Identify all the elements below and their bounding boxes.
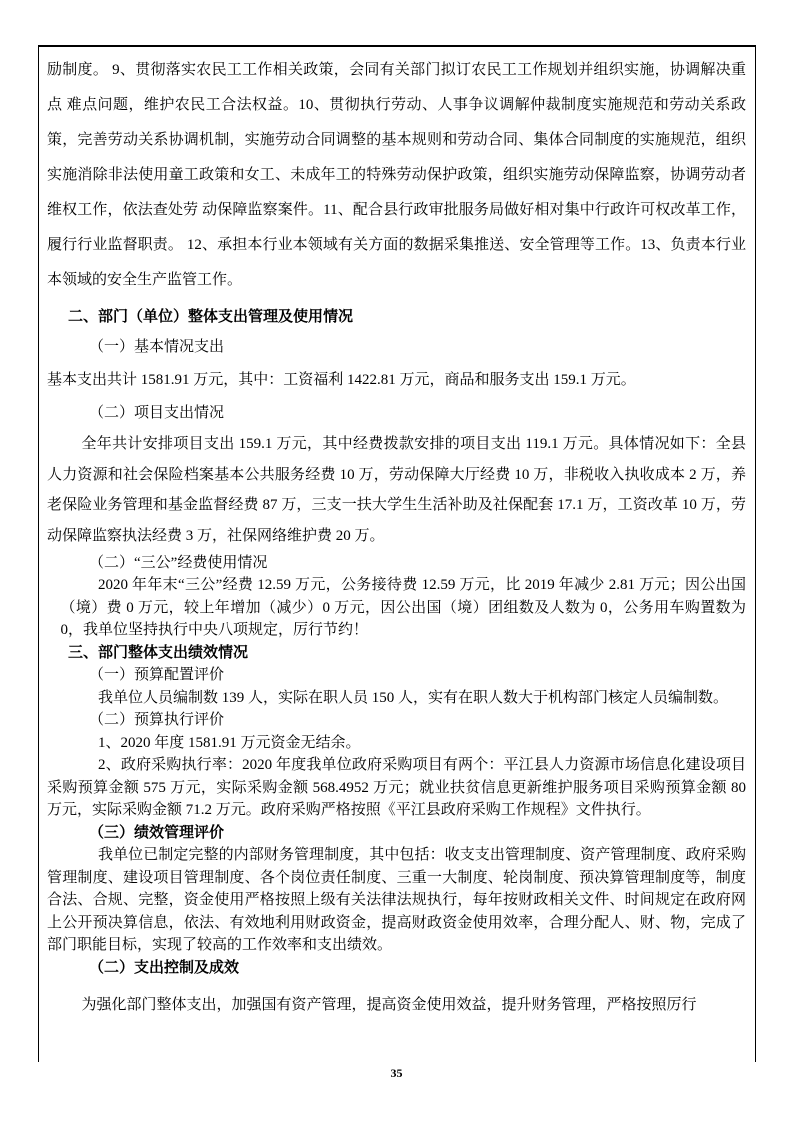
para-government-procurement: 2、政府采购执行率：2020 年度我单位政府采购项目有两个：平江县人力资源市场信息化建设项目采购预算金额 575 万元，实际采购金额 568.4952 万元；就业扶贫信息更新维护服务项目采购预算金额 80 万元，实际采购金额 71.2 万元。政府采购严格按照《平江县政府采购工作规程》文件执行。: [47, 757, 746, 819]
heading-section-two: 二、部门（单位）整体支出管理及使用情况: [68, 308, 354, 325]
subheading-performance-management: （三）绩效管理评价: [89, 824, 225, 841]
para-basic-expenditure: 基本支出共计 1581.91 万元，其中：工资福利 1422.81 万元，商品和服务支出 159.1 万元。: [47, 372, 636, 389]
subheading-expenditure-control: （二）支出控制及成效: [89, 959, 240, 976]
para-expenditure-control: 为强化部门整体支出，加强国有资产管理，提高资金使用效益，提升财务管理，严格按照厉行: [81, 997, 697, 1014]
para-duties-continuation: 励制度。 9、贯彻落实农民工工作相关政策，会同有关部门拟订农民工工作规划并组织实施，协调解决重点 难点问题，维护农民工合法权益。10、贯彻执行劳动、人事争议调解仲裁制度实施规范和劳动关系政策，完善劳动关系协调机制，实施劳动合同调整的基本规则和劳动合同、集体合同制度的实施规范，组织实施消除非法使用童工政策和女工、未成年工的特殊劳动保护政策，组织实施劳动保障监察，协调劳动者维权工作，依法查处劳 动保障监察案件。11、配合县行政审批服务局做好相对集中行政许可权改革工作，履行行业监督职责。 12、承担本行业本领域有关方面的数据采集推送、安全管理等工作。13、负责本行业本领域的安全生产监管工作。: [47, 62, 746, 288]
para-project-expenditure: 全年共计安排项目支出 159.1 万元，其中经费拨款安排的项目支出 119.1 万元。具体情况如下：全县人力资源和社会保险档案基本公共服务经费 10 万，劳动保障大厅经费 10 万，非税收入执收成本 2 万，养老保险业务管理和基金监督经费 87 万，三支一扶大学生生活补助及社保配套 17.1 万，工资改革 10 万，劳动保障监察执法经费 3 万，社保网络维护费 20 万。: [47, 435, 746, 544]
subheading-budget-allocation: （一）预算配置评价: [89, 667, 225, 684]
subheading-project-expenditure: （二）项目支出情况: [89, 405, 225, 421]
para-internal-finance-system: 我单位已制定完整的内部财务管理制度，其中包括：收支支出管理制度、资产管理制度、政府采购管理制度、建设项目管理制度、各个岗位责任制度、三重一大制度、轮岗制度、预决算管理制度等，制度合法、合规、完整，资金使用严格按照上级有关法律法规执行，每年按财政相关文件、时间规定在政府网上公开预决算信息，依法、有效地利用财政资金，提高财政资金使用效率，合理分配人、财、物，完成了部门职能目标，实现了较高的工作效率和支出绩效。: [47, 847, 746, 954]
table-cell-frame: [38, 45, 756, 1062]
heading-section-three: 三、部门整体支出绩效情况: [68, 644, 249, 661]
para-staffing-evaluation: 我单位人员编制数 139 人，实际在职人员 150 人，实有在职人数大于机构部门核定人员编制数。: [98, 689, 729, 706]
para-three-public-funds: 2020 年年末“三公”经费 12.59 万元，公务接待费 12.59 万元，比 2019 年减少 2.81 万元；因公出国（境）费 0 万元，较上年增加（减少）0 万元，因公出国（境）团组数及人数为 0，公务用车购置数为 0，我单位坚持执行中央八项规定，厉行节约！: [60, 577, 746, 639]
page-number: 35: [390, 1066, 403, 1080]
subheading-three-public-funds: （二）“三公”经费使用情况: [89, 554, 268, 571]
subheading-budget-execution: （二）预算执行评价: [89, 712, 225, 729]
para-no-surplus: 1、2020 年度 1581.91 万元资金无结余。: [98, 734, 361, 751]
subheading-basic-expenditure: （一）基本情况支出: [89, 339, 225, 356]
